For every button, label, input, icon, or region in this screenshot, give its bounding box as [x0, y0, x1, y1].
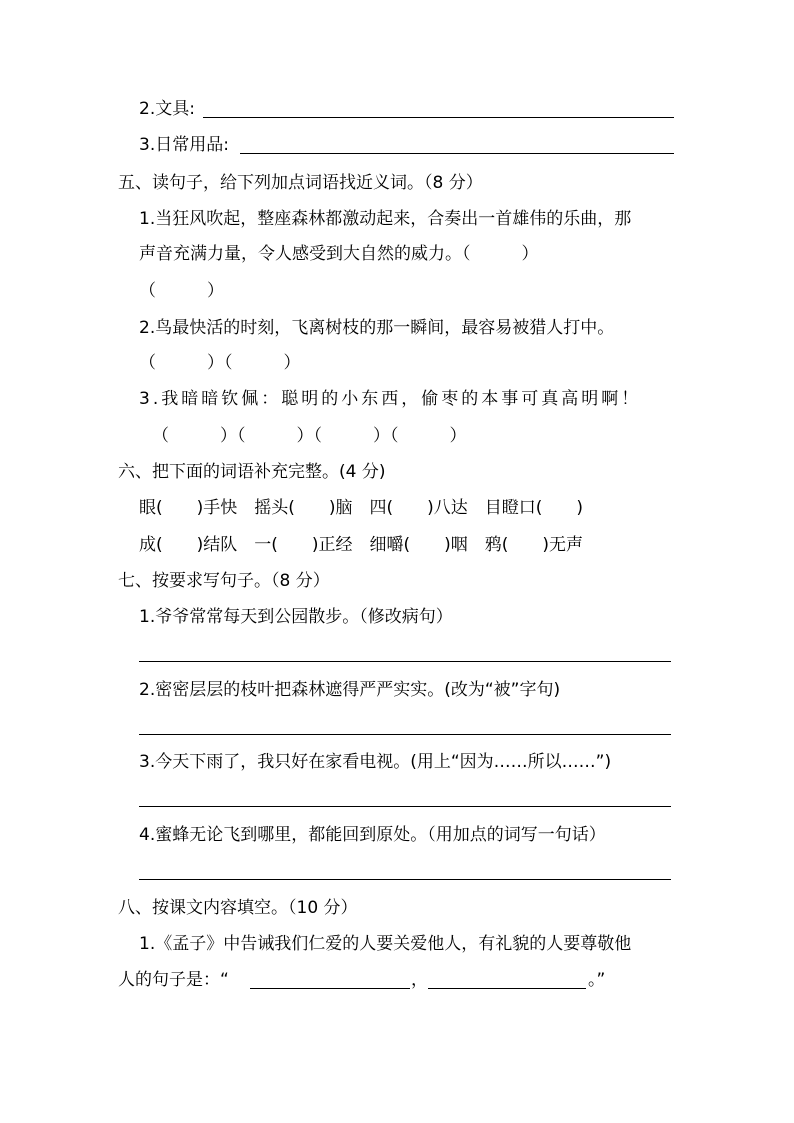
question-4-2-label: 2.文具:	[139, 99, 195, 119]
fill-blank-8-1-b[interactable]	[428, 988, 586, 989]
fill-blank-8-1-a[interactable]	[250, 988, 410, 989]
answer-line-4-3[interactable]	[240, 153, 674, 154]
question-8-1-end: 。”	[588, 970, 606, 990]
question-5-1-line2: 声音充满力量，令人感受到大自然的威力。（ ）	[139, 244, 539, 264]
question-7-3: 3.今天下雨了，我只好在家看电视。(用上“因为……所以……”)	[139, 752, 612, 772]
words-row-1: 眼( )手快 摇头( )脑 四( )八达 目瞪口( )	[139, 498, 584, 518]
answer-line-4-2[interactable]	[203, 117, 674, 118]
question-5-2-line1: 2.鸟最快活的时刻，飞离树枝的那一瞬间，最容易被猎人打中。	[139, 318, 615, 338]
section-7-title: 七、按要求写句子。（8 分）	[118, 571, 330, 591]
section-8-title: 八、按课文内容填空。（10 分）	[118, 898, 358, 918]
question-4-3-label: 3.日常用品:	[139, 135, 229, 155]
question-7-1: 1.爷爷常常每天到公园散步。（修改病句）	[139, 607, 453, 627]
section-5-title: 五、读句子，给下列加点词语找近义词。（8 分）	[118, 173, 483, 193]
question-8-1-line2-prefix: 人的句子是：“	[118, 970, 229, 990]
question-8-1-line1: 1.《孟子》中告诫我们仁爱的人要关爱他人，有礼貌的人要尊敬他	[139, 934, 632, 954]
answer-line-7-2[interactable]	[139, 734, 671, 735]
question-8-1-comma: ，	[411, 970, 428, 990]
answer-line-7-1[interactable]	[139, 661, 671, 662]
answer-line-7-4[interactable]	[139, 879, 671, 880]
question-5-3-line1: 3.我暗暗钦佩：聪明的小东西，偷枣的本事可真高明啊！	[139, 389, 642, 409]
question-5-1-line1: 1.当狂风吹起，整座森林都激动起来，合奏出一首雄伟的乐曲，那	[139, 209, 632, 229]
question-7-4: 4.蜜蜂无论飞到哪里，都能回到原处。（用加点的词写一句话）	[139, 825, 606, 845]
question-5-3-line2: （ ）（ ）（ ）（ ）	[152, 426, 467, 446]
question-5-1-line3: （ ）	[139, 281, 224, 301]
question-7-2: 2.密密层层的枝叶把森林遮得严严实实。(改为“被”字句)	[139, 680, 561, 700]
answer-line-7-3[interactable]	[139, 806, 671, 807]
section-6-title: 六、把下面的词语补充完整。(4 分)	[118, 462, 386, 482]
words-row-2: 成( )结队 一( )正经 细嚼( )咽 鸦( )无声	[139, 535, 584, 555]
question-5-2-line2: （ ）（ ）	[139, 353, 301, 373]
